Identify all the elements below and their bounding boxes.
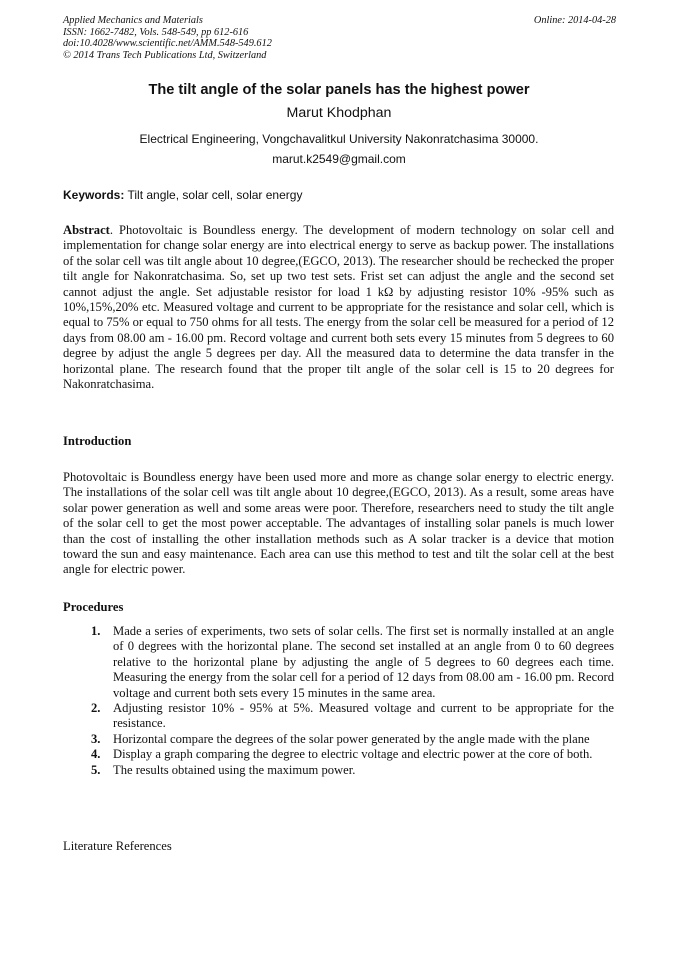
keywords-label: Keywords:	[63, 188, 125, 202]
procedures-list	[63, 624, 614, 778]
copyright-line: © 2014 Trans Tech Publications Ltd, Switzerland	[63, 49, 267, 61]
list-item	[63, 624, 614, 701]
issn-line: ISSN: 1662-7482, Vols. 548-549, pp 612-616	[63, 26, 249, 38]
literature-references-heading: Literature References	[63, 839, 172, 853]
journal-header	[63, 15, 616, 61]
list-item-number: 4.	[91, 747, 101, 762]
list-item-number: 2.	[91, 701, 101, 716]
author-email[interactable]: marut.k2549@gmail.com	[272, 152, 406, 166]
journal-name: Applied Mechanics and Materials	[63, 15, 203, 26]
online-date: Online: 2014-04-28	[533, 15, 616, 26]
list-item	[63, 747, 614, 762]
list-item-number: 1.	[91, 624, 101, 638]
keywords-line	[63, 188, 302, 202]
keywords-text: Tilt angle, solar cell, solar energy	[127, 188, 303, 202]
introduction-paragraph: Photovoltaic is Boundless energy have been used more and more as change solar energy to electric energy. The installations of the solar cell was tilt angle about 10 degree,(EGCO, 2013). As a result, some areas have solar power generation as well and some areas were poor. Therefore, researchers need to study the tilt angle of the solar cell to get the most power acceptable. The advantages of installing solar panels is much lower than the cost of installing the other installation methods such as A solar tracker is a device that motion toward the sun and easy maintenance. Each area can use this method to test and tilt the solar cell at the best angle for electric power.	[63, 470, 614, 577]
author-name: Marut Khodphan	[286, 105, 392, 121]
list-item-text: Horizontal compare the degrees of the solar power generated by the angle made with the plane	[113, 731, 590, 746]
abstract-paragraph	[63, 223, 614, 392]
procedures-heading: Procedures	[63, 600, 124, 614]
list-item	[63, 701, 614, 732]
abstract-label: Abstract	[63, 223, 110, 237]
abstract-text: . Photovoltaic is Boundless energy. The development of modern technology on solar cell and implementation for change solar energy are into electrical energy to serve as backup power. The installations of the solar cell was tilt angle about 10 degree,(EGCO, 2013). The researcher should be rechecked the proper tilt angle for Nakonratchasima. So, set up two test sets. Frist set can adjust the angle and the second set cannot adjust the angle. Set adjustable resistor for load 1 kΩ by adjusting resistor 10% -95% such as 10%,15%,20% etc. Measured voltage and current to be appropriate for the resistance and solar cell, which is equal to 75% or equal to 750 ohms for all tests. The energy from the solar cell be measured for a period of 12 days from 08.00 am - 16.00 pm. Record voltage and current both sets every 15 minutes from 5 degrees to 60 degree by adjust the angle 5 degrees per day. All the measured data to determine the data transfer in the horizontal plane. The research found that the proper tilt angle of the solar cell is 15 to 20 degrees for Nakonratchasima.	[63, 223, 614, 392]
list-item	[63, 732, 614, 747]
doi-line: doi:10.4028/www.scientific.net/AMM.548-549.612	[63, 38, 272, 49]
list-item	[63, 763, 614, 778]
list-item-number: 3.	[91, 731, 101, 746]
paper-title: The tilt angle of the solar panels has the highest power	[148, 82, 530, 98]
introduction-heading: Introduction	[63, 434, 132, 448]
list-item-text: The results obtained using the maximum power.	[113, 762, 356, 777]
list-item-text: Made a series of experiments, two sets of solar cells. The first set is normally installed at an angle of 0 degrees with the horizontal plane. The second set installed at an angle from 0 to 60 degrees relative to the horizontal plane by adjusting the angle of 5 degrees to 60 degrees each time. Measuring the energy from the solar cell for a period of 12 days from 08.00 am - 16.00 pm. Record voltage and current both sets every 15 minutes in the same area.	[113, 624, 614, 700]
list-item-text: Display a graph comparing the degree to electric voltage and electric power at the core of both.	[113, 747, 593, 762]
author-affiliation: Electrical Engineering, Vongchavalitkul University Nakonratchasima 30000.	[139, 132, 539, 146]
list-item-text: Adjusting resistor 10% - 95% at 5%. Measured voltage and current to be appropriate for the resistance.	[113, 701, 614, 731]
list-item-number: 5.	[91, 762, 101, 777]
